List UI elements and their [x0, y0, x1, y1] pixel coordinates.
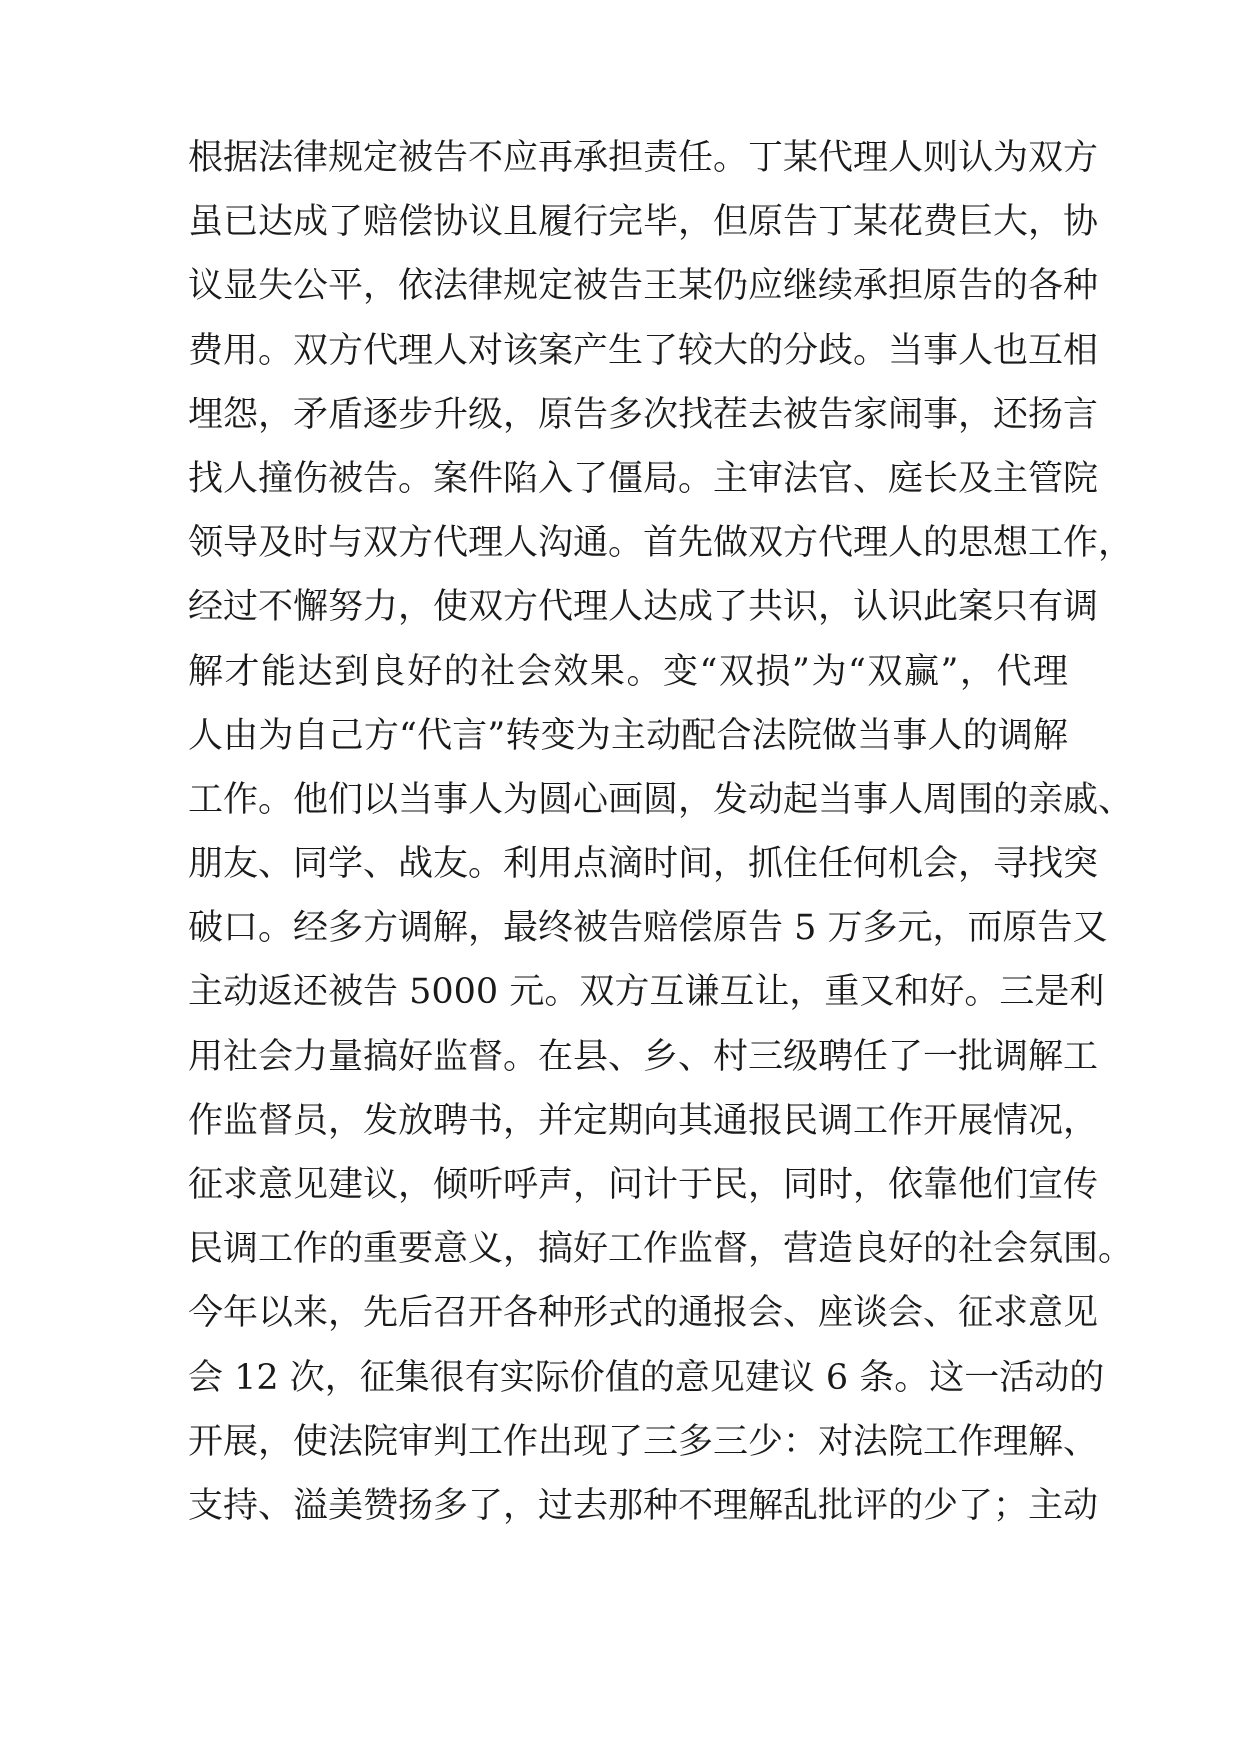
text-line-3: 议显失公平，依法律规定被告王某仍应继续承担原告的各种: [188, 266, 1099, 307]
text-line-13: 破口。经多方调解，最终被告赔偿原告 5 万多元，而原告又: [188, 908, 1108, 949]
text-line-4: 费用。双方代理人对该案产生了较大的分歧。当事人也互相: [188, 330, 1099, 371]
body-text: [188, 126, 1134, 1538]
text-line-12: 朋友、同学、战友。利用点滴时间，抓住任何机会，寻找突: [188, 844, 1099, 885]
text-line-14: 主动返还被告 5000 元。双方互谦互让，重又和好。三是利: [188, 972, 1105, 1013]
text-line-18: 民调工作的重要意义，搞好工作监督，营造良好的社会氛围。: [188, 1229, 1134, 1270]
text-line-16: 作监督员，发放聘书，并定期向其通报民调工作开展情况，: [188, 1100, 1099, 1141]
text-line-21: 开展，使法院审判工作出现了三多三少：对法院工作理解、: [188, 1421, 1099, 1462]
text-line-2: 虽已达成了赔偿协议且履行完毕，但原告丁某花费巨大，协: [188, 202, 1099, 243]
text-line-19: 今年以来，先后召开各种形式的通报会、座谈会、征求意见: [188, 1293, 1099, 1334]
text-line-17: 征求意见建议，倾听呼声，问计于民，同时，依靠他们宣传: [188, 1165, 1099, 1205]
text-line-5: 埋怨，矛盾逐步升级，原告多次找茬去被告家闹事，还扬言: [188, 394, 1099, 435]
text-line-15: 用社会力量搞好监督。在县、乡、村三级聘任了一批调解工: [188, 1036, 1099, 1077]
text-line-9: 解才能达到良好的社会效果。变“双损”为“双赢”，代理: [188, 651, 1068, 692]
text-line-10: 人由为自己方“代言”转变为主动配合法院做当事人的调解: [188, 715, 1068, 756]
text-line-6: 找人撞伤被告。案件陷入了僵局。主审法官、庭长及主管院: [188, 458, 1099, 499]
text-line-1: 根据法律规定被告不应再承担责任。丁某代理人则认为双方: [188, 138, 1099, 178]
text-line-11: 工作。他们以当事人为圆心画圆，发动起当事人周围的亲戚、: [188, 779, 1134, 820]
text-line-8: 经过不懈努力，使双方代理人达成了共识，认识此案只有调: [188, 587, 1099, 628]
text-line-7: 领导及时与双方代理人沟通。首先做双方代理人的思想工作，: [188, 523, 1134, 564]
text-line-22: 支持、溢美赞扬多了，过去那种不理解乱批评的少了；主动: [188, 1485, 1099, 1526]
text-line-20: 会 12 次，征集很有实际价值的意见建议 6 条。这一活动的: [188, 1357, 1105, 1398]
